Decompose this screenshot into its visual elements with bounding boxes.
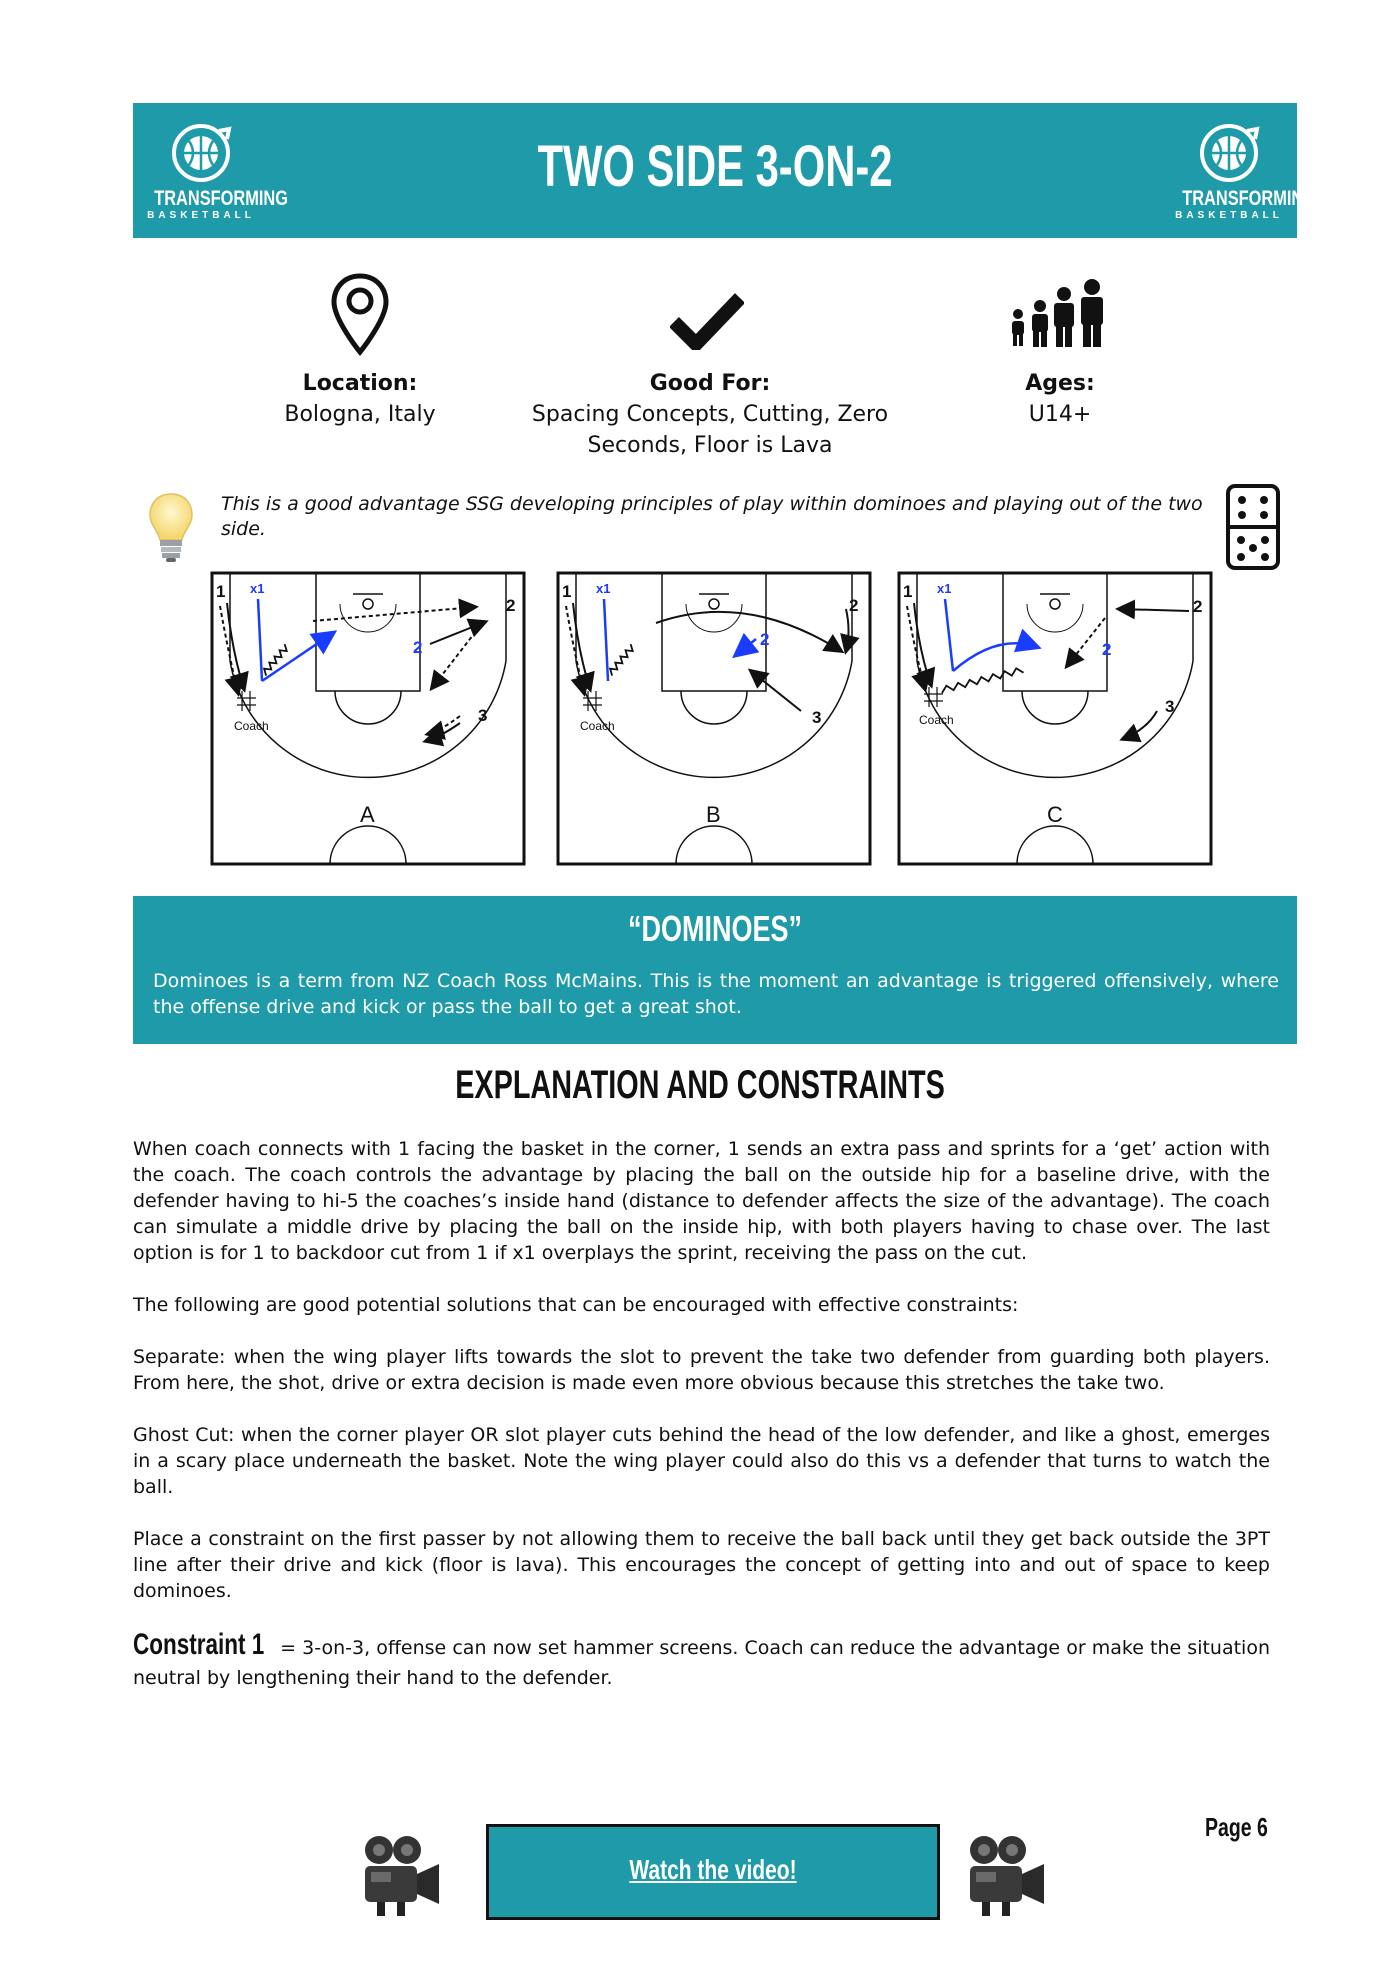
header-banner [133, 103, 1316, 238]
player-1-label: 1 [562, 582, 572, 601]
dominoes-text: Dominoes is a term from NZ Coach Ross McMains. This is the moment an advantage is triggered offensively, where the offense drive and kick or pass the ball to get a great shot. [153, 970, 1279, 1018]
location-label: Location: [302, 371, 418, 396]
player-2-label: 2 [506, 596, 516, 615]
intro-text: This is a good advantage SSG developing principles of play within dominoes and playing out of the two side. [221, 493, 1203, 540]
dominoes-banner [133, 896, 1297, 1044]
diagram-label: C [1047, 802, 1063, 827]
watch-video-link[interactable]: Watch the video! [629, 1854, 797, 1885]
basketball-logo-icon [141, 117, 261, 187]
explanation-paragraph: Separate: when the wing player lifts towards the slot to prevent the take two defender from guarding both players. From here, the shot, drive or extra decision is made even more obvious because this stretches the take two. [133, 1346, 1270, 1394]
logo-text: TRANSFORMING [1182, 187, 1316, 210]
good-for-value: Seconds, Floor is Lava [587, 433, 833, 458]
explanation-paragraph: The following are good potential solutions that can be encouraged with effective constraints: [133, 1294, 1019, 1316]
movie-camera-icon [357, 1832, 445, 1920]
location-value: Bologna, Italy [284, 402, 436, 427]
court-diagram-b [556, 571, 872, 866]
transforming-basketball-logo [1169, 117, 1316, 225]
court-diagram-a [210, 571, 526, 866]
constraint-paragraph [133, 1630, 1270, 1693]
logo-text: TRANSFORMING [154, 187, 288, 210]
player-1-label: 1 [903, 582, 913, 601]
section-title: EXPLANATION AND CONSTRAINTS [455, 1063, 945, 1107]
good-for-info [520, 368, 900, 461]
defender-2-label: 2 [760, 630, 770, 649]
explanation-paragraph: When coach connects with 1 facing the basket in the corner, 1 sends an extra pass and sprints for a ‘get’ action with the coach. The coach controls the advantage by placing the ball on the outside hip for a baseline drive, with the defender having to hi-5 the coaches’s inside hand (distance to defender affects the size of the advantage). The coach can simulate a middle drive by placing the ball on the inside hip, with both players having to chase over. The last option is for 1 to backdoor cut from 1 if x1 overplays the sprint, receiving the pass on the cut. [133, 1138, 1270, 1264]
explanation-paragraph: Ghost Cut: when the corner player OR slot player cuts behind the head of the low defender, and like a ghost, emerges in a scary place underneath the basket. Note the wing player could also do this vs a defender that turns to watch the ball. [133, 1424, 1270, 1498]
player-2-label: 2 [1193, 597, 1203, 616]
defender-x1-label: x1 [596, 581, 611, 596]
location-info [240, 368, 480, 430]
page-number: Page 6 [1205, 1812, 1268, 1842]
basketball-logo-icon [1169, 117, 1289, 187]
defender-x1-label: x1 [937, 581, 952, 596]
explanation-paragraph: Place a constraint on the first passer by not allowing them to receive the ball back until they get back outside the 3PT line after their drive and kick (floor is lava). This encourages the concept of getting into and out of space to keep dominoes. [133, 1528, 1270, 1602]
constraint-label: Constraint 1 [133, 1628, 265, 1661]
coach-label: Coach [580, 719, 615, 733]
coach-label: Coach [234, 719, 269, 733]
location-pin-icon [329, 272, 391, 357]
defender-2-label: 2 [1102, 640, 1112, 659]
dominoes-title: “DOMINOES” [627, 908, 802, 949]
good-for-label: Good For: [649, 371, 771, 396]
player-2-label: 2 [849, 596, 859, 615]
watch-video-button[interactable] [486, 1824, 940, 1920]
logo-subtext: BASKETBALL [147, 210, 255, 221]
constraint-text: = 3-on-3, offense can now set hammer screens. Coach can reduce the advantage or make the situation neutral by lengthening their hand to the defender. [133, 1637, 1270, 1689]
coach-label: Coach [919, 713, 954, 727]
court-diagram-c [897, 571, 1213, 866]
movie-camera-icon [962, 1832, 1050, 1920]
checkmark-icon [670, 290, 744, 350]
player-3-label: 3 [812, 708, 822, 727]
good-for-value: Spacing Concepts, Cutting, Zero [531, 402, 889, 427]
diagram-label: A [360, 802, 375, 827]
logo-subtext: BASKETBALL [1175, 210, 1283, 221]
player-3-label: 3 [1165, 697, 1175, 716]
diagram-label: B [706, 802, 721, 827]
lightbulb-icon [146, 490, 196, 565]
domino-icon [1225, 483, 1281, 571]
ages-info [960, 368, 1160, 430]
player-1-label: 1 [216, 582, 226, 601]
defender-2-label: 2 [413, 638, 423, 657]
player-3-label: 3 [478, 706, 488, 725]
transforming-basketball-logo [141, 117, 288, 225]
ages-label: Ages: [1025, 371, 1095, 396]
defender-x1-label: x1 [250, 581, 265, 596]
ages-value: U14+ [1028, 402, 1092, 427]
page-title: TWO SIDE 3-ON-2 [537, 134, 893, 199]
family-icon [1008, 278, 1110, 348]
